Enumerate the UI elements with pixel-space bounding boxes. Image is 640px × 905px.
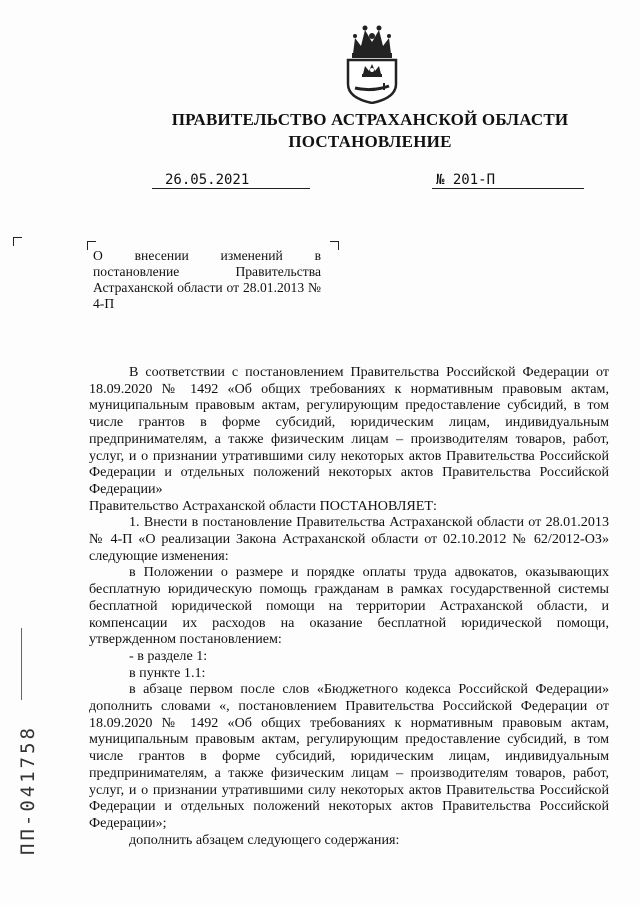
document-type: ПОСТАНОВЛЕНИЕ [288, 132, 452, 151]
regulation-paragraph: в Положении о размере и порядке оплаты труда адвокатов, оказывающих бесплатную юридическую помощь гражданам в рамках государственной системы бесплатной юридической помощи на территории Астраханской области, и компенсации их расходов на оказание бесплатной юридической помощи, утвержденном постановлением: [89, 564, 609, 648]
number-underline [432, 188, 584, 189]
clause-1-1-paragraph: в пункте 1.1: [129, 664, 206, 681]
addition-paragraph: дополнить абзацем следующего содержания: [129, 831, 400, 848]
document-number: № 201-П [436, 172, 496, 188]
serial-stamp [8, 720, 48, 860]
margin-mark [21, 628, 22, 700]
document-subject: О внесении изменений в постановление Правительства Астраханской области от 28.01.2013 № 4-П [93, 248, 321, 311]
amendment-paragraph: в абзаце первом после слов «Бюджетного кодекса Российской Федерации» дополнить словами «, постановлением Правительства Российской Федерации от 18.09.2020 № 1492 «Об общих требованиях к нормативным правовым актам, муниципальным правовым актам, регулирующим предоставление субсидий, в том числе грантов в форме субсидий, юридическим лицам, индивидуальным предпринимателям, а также физическим лицам – производителям товаров, работ, услуг, и о признании утратившими силу некоторых актов Правительства Российской Федерации и отдельных положений некоторых актов Правительства Российской Федерации»; [89, 681, 609, 831]
corner-mark-top-left [13, 237, 22, 246]
date-underline [152, 188, 310, 189]
corner-mark-subject-right [330, 241, 339, 250]
document-body [89, 364, 609, 848]
resolution-paragraph: Правительство Астраханской области ПОСТАНОВЛЯЕТ: [89, 497, 437, 514]
item-1-paragraph: 1. Внести в постановление Правительства Астраханской области от 28.01.2013 № 4-П «О реализации Закона Астраханской области от 02.10.2012 № 62/2012-ОЗ» следующие изменения: [89, 514, 609, 564]
section-1-paragraph: - в разделе 1: [129, 647, 208, 664]
coat-of-arms-icon [343, 22, 401, 104]
preamble-paragraph: В соответствии с постановлением Правительства Российской Федерации от 18.09.2020 № 1492 «Об общих требованиях к нормативным правовым актам, муниципальным правовым актам, регулирующим предоставление субсидий, в том числе грантов в форме субсидий, юридическим лицам, индивидуальным предпринимателям, а также физическим лицам – производителям товаров, работ, услуг, и о признании утратившими силу некоторых актов Правительства Российской Федерации и отдельных положений некоторых актов Правительства Российской Федерации» [89, 364, 609, 497]
government-title: ПРАВИТЕЛЬСТВО АСТРАХАНСКОЙ ОБЛАСТИ [171, 110, 569, 129]
document-date: 26.05.2021 [165, 172, 250, 188]
serial-number: ПП-041758 [17, 725, 39, 855]
